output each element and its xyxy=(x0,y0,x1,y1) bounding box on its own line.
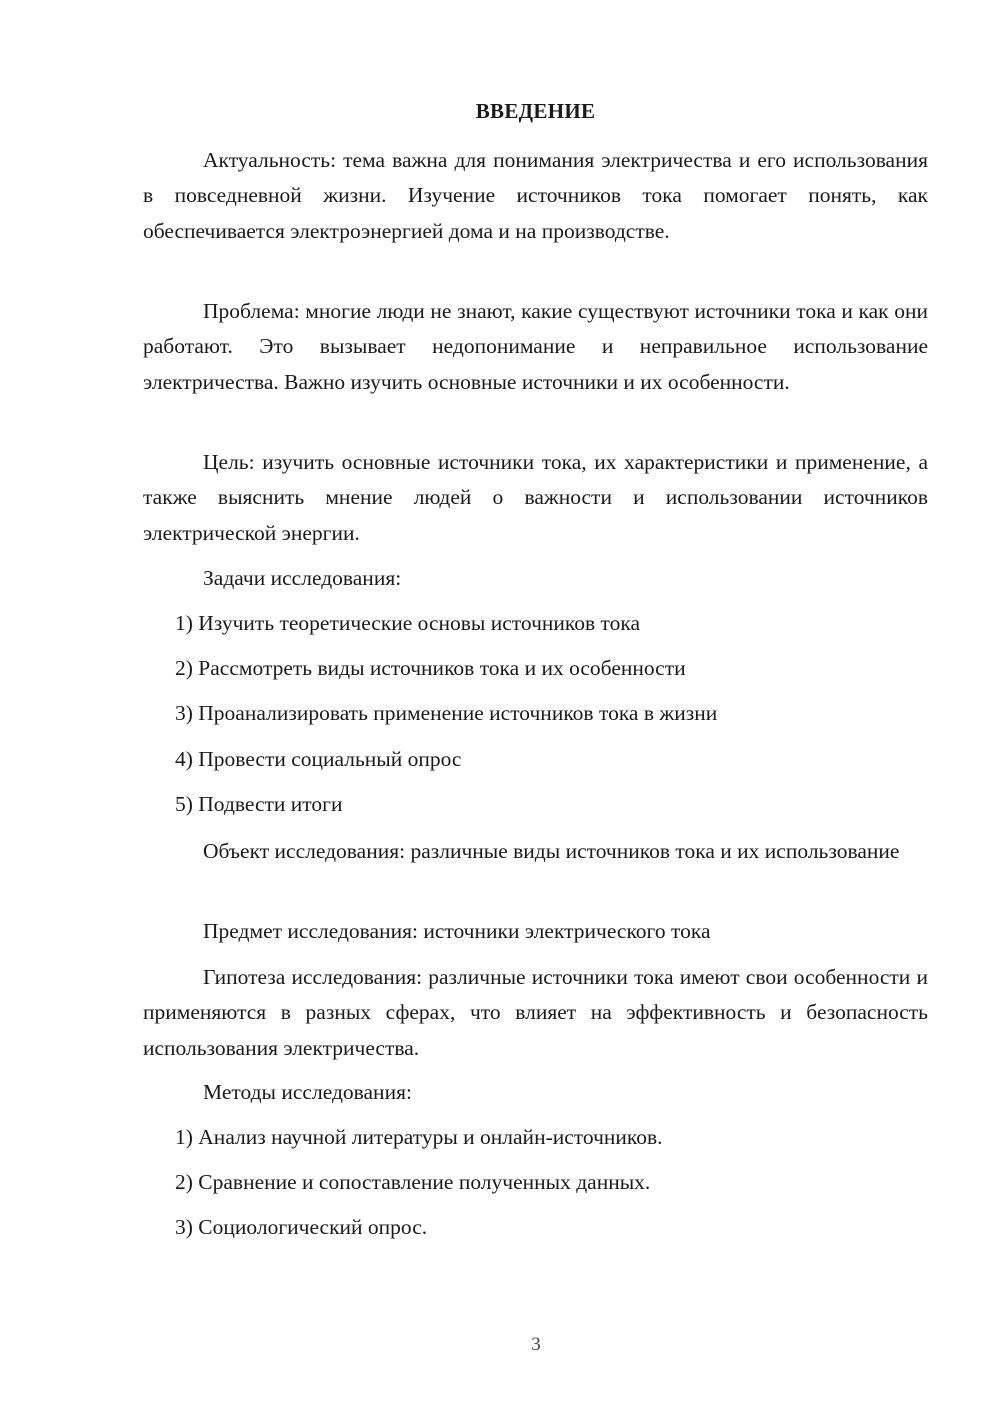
method-item-1: 1) Анализ научной литературы и онлайн-источников. xyxy=(175,1125,663,1149)
subject-paragraph: Предмет исследования: источники электрического тока xyxy=(203,919,711,943)
task-item-5: 5) Подвести итоги xyxy=(175,792,343,816)
hypothesis-paragraph: Гипотеза исследования: различные источники тока имеют свои особенности и применяются в разных сферах, что влияет на эффективность и безопасность использования электричества. xyxy=(143,965,928,1060)
methods-heading: Методы исследования: xyxy=(203,1080,412,1104)
task-item-4: 4) Провести социальный опрос xyxy=(175,747,462,771)
page-number: 3 xyxy=(531,1334,541,1355)
task-item-2: 2) Рассмотреть виды источников тока и их особенности xyxy=(175,656,686,680)
tasks-heading: Задачи исследования: xyxy=(203,566,402,590)
page-title: ВВЕДЕНИЕ xyxy=(475,99,596,123)
method-item-3: 3) Социологический опрос. xyxy=(175,1215,428,1239)
object-paragraph: Объект исследования: различные виды источников тока и их использование xyxy=(203,839,900,863)
problem-paragraph: Проблема: многие люди не знают, какие существуют источники тока и как они работают. Это вызывает недопонимание и неправильное использование электричества. Важно изучить основные источники и их особенности. xyxy=(143,299,928,394)
task-item-1: 1) Изучить теоретические основы источников тока xyxy=(175,611,641,635)
method-item-2: 2) Сравнение и сопоставление полученных данных. xyxy=(175,1170,651,1194)
relevance-paragraph: Актуальность: тема важна для понимания электричества и его использования в повседневной жизни. Изучение источников тока помогает понять, как обеспечивается электроэнергией дома и на производстве. xyxy=(143,148,928,243)
task-item-3: 3) Проанализировать применение источников тока в жизни xyxy=(175,701,718,725)
goal-paragraph: Цель: изучить основные источники тока, их характеристики и применение, а также выяснить мнение людей о важности и использовании источников электрической энергии. xyxy=(143,450,928,545)
